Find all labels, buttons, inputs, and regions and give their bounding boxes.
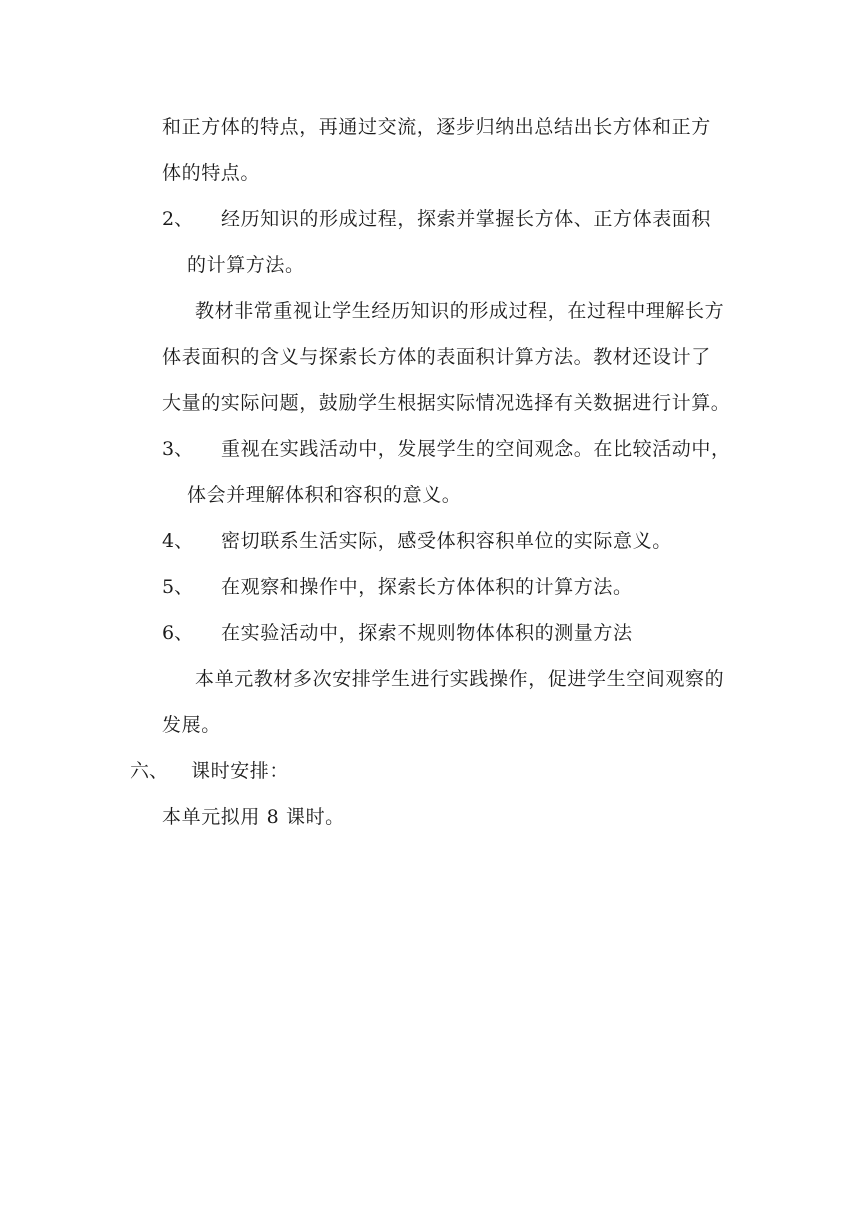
- item-5-number: 5、: [162, 576, 194, 598]
- item-6-number: 6、: [162, 622, 194, 644]
- item-4-text: 密切联系生活实际，感受体积容积单位的实际意义。: [221, 530, 672, 552]
- item-3-line-2: 体会并理解体积和容积的意义。: [187, 484, 462, 506]
- paragraph-1-line-2: 体的特点。: [162, 162, 261, 184]
- paragraph-2-line-2: 体表面积的含义与探索长方体的表面积计算方法。教材还设计了: [162, 346, 711, 368]
- item-2-number: 2、: [162, 208, 194, 230]
- item-3-number: 3、: [162, 438, 194, 460]
- item-2-line-1: 经历知识的形成过程，探索并掌握长方体、正方体表面积: [221, 208, 712, 230]
- item-3-line-1: 重视在实践活动中，发展学生的空间观念。在比较活动中，: [221, 438, 731, 460]
- item-5-text: 在观察和操作中，探索长方体体积的计算方法。: [221, 576, 633, 598]
- paragraph-3-line-2: 发展。: [162, 714, 221, 736]
- paragraph-1-line-1: 和正方体的特点，再通过交流，逐步归纳出总结出长方体和正方: [162, 116, 711, 138]
- item-6-text: 在实验活动中，探索不规则物体体积的测量方法: [221, 622, 633, 644]
- item-2-line-2: 的计算方法。: [187, 254, 305, 276]
- paragraph-3-line-1: 本单元教材多次安排学生进行实践操作，促进学生空间观察的: [195, 668, 725, 690]
- section-6-heading: 课时安排：: [191, 760, 290, 782]
- section-6-number: 六、: [130, 760, 169, 782]
- paragraph-2-line-3: 大量的实际问题，鼓励学生根据实际情况选择有关数据进行计算。: [162, 392, 731, 414]
- paragraph-4: 本单元拟用 8 课时。: [162, 806, 345, 828]
- item-4-number: 4、: [162, 530, 194, 552]
- paragraph-2-line-1: 教材非常重视让学生经历知识的形成过程，在过程中理解长方: [195, 300, 725, 322]
